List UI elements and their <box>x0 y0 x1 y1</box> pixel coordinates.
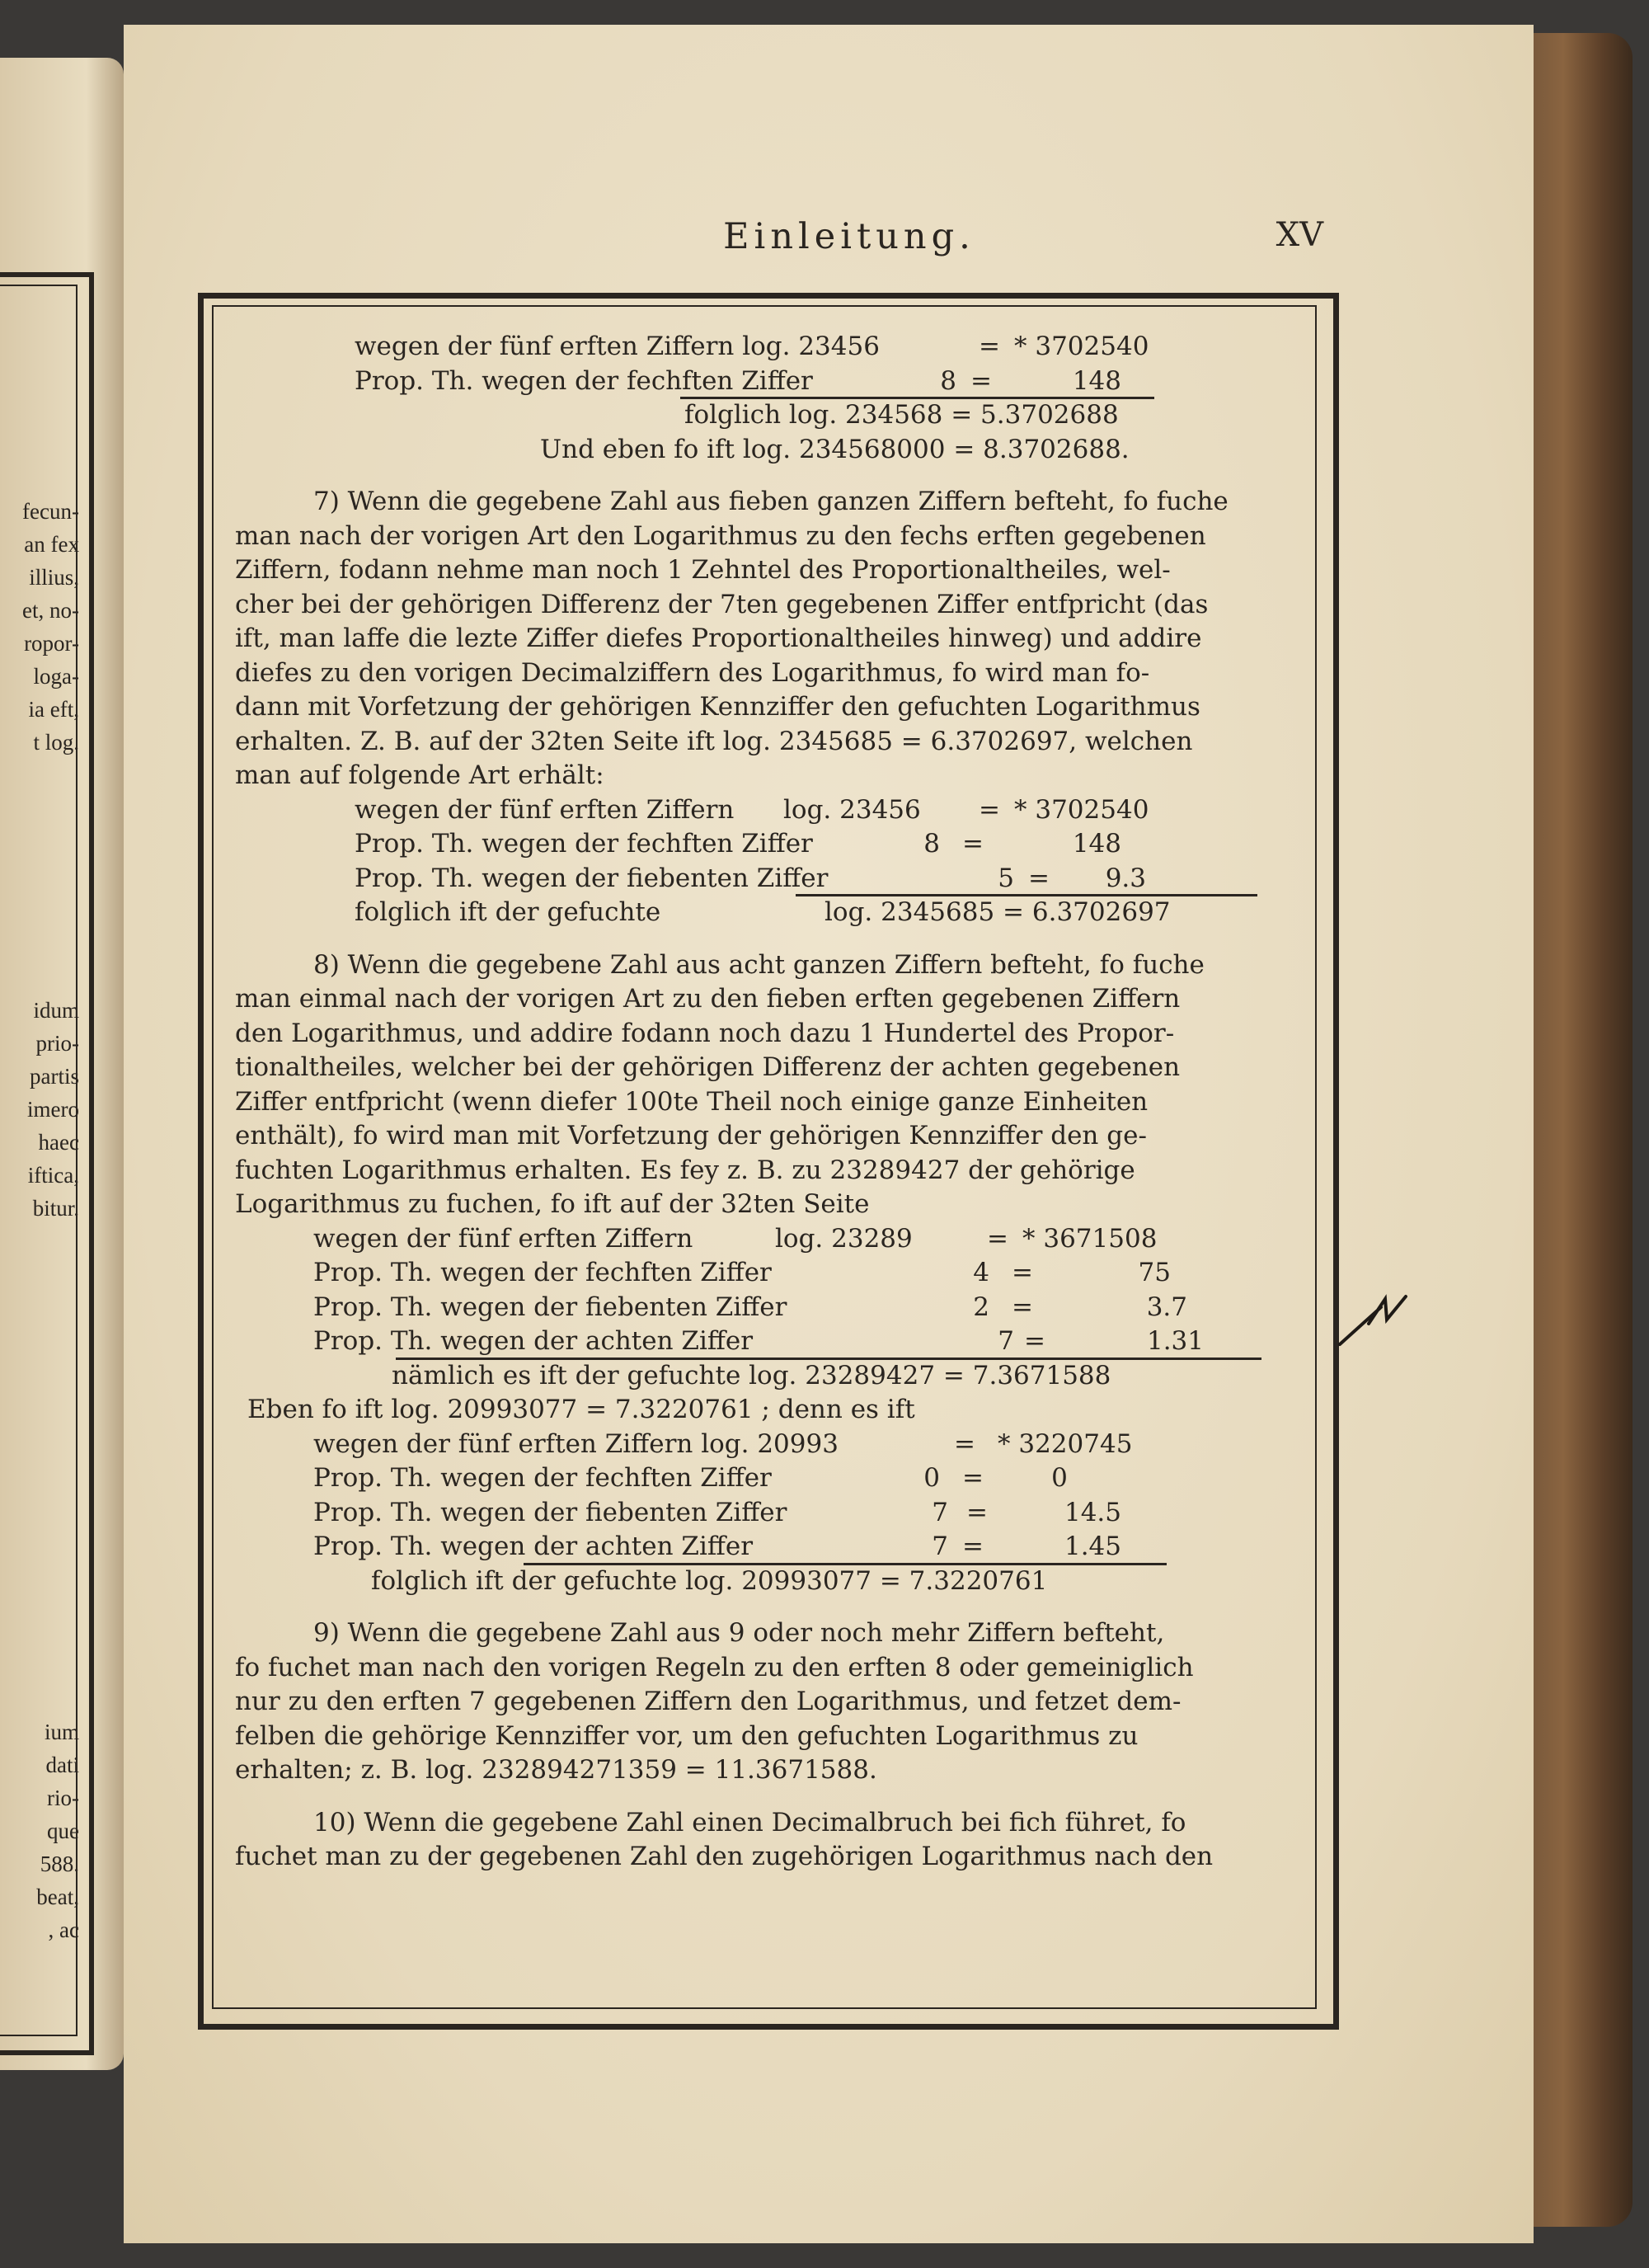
calc-row-value: 148 <box>1072 365 1121 396</box>
calc-row-equals: = <box>1012 1292 1033 1322</box>
calc-row <box>313 1256 1282 1291</box>
calculation-block-8 <box>235 1222 1282 1359</box>
calc-row <box>313 1222 1282 1257</box>
calc-row-value: 1.45 <box>1064 1532 1121 1561</box>
calc-row-equals: = <box>987 1223 1008 1254</box>
calc-row-digit: 5 <box>998 863 1014 893</box>
facing-page-word: et, no- <box>22 598 79 623</box>
calc-row-label: Prop. Th. wegen der fechften Ziffer <box>355 829 813 859</box>
calc-row-value: 0 <box>1051 1463 1068 1493</box>
calculation-block-1 <box>235 330 1282 398</box>
facing-page-text-block-1 <box>0 495 79 759</box>
paragraph-9 <box>235 1616 1282 1788</box>
calc-row-label: Prop. Th. wegen der fiebenten Ziffer <box>313 1292 787 1322</box>
facing-page-word: ia eft, <box>28 697 79 722</box>
text-line: 7) Wenn die gegebene Zahl aus fieben ganzen Ziffern befteht, fo fuche <box>313 487 1229 516</box>
calc-row <box>313 1325 1282 1359</box>
text-line: felben die gehörige Kennziffer vor, um den gefuchten Logarithmus zu <box>235 1720 1139 1751</box>
page-number: XV <box>1276 216 1323 254</box>
text-line: 10) Wenn die gegebene Zahl einen Decimalbruch bei fich führet, fo <box>313 1807 1186 1837</box>
calc-row-label: Prop. Th. wegen der achten Ziffer <box>313 1326 754 1356</box>
text-line: erhalten. Z. B. auf der 32ten Seite ift log. 2345685 = 6.3702697, welchen <box>235 726 1193 756</box>
calc-row <box>355 330 1282 365</box>
calc-row-equals: = <box>966 1497 988 1527</box>
calculation-block-eben <box>235 1428 1282 1565</box>
calc-row-equals: = <box>962 829 984 859</box>
calc-row-digit: 4 <box>973 1258 989 1287</box>
calc-row-digit: 7 <box>932 1532 948 1561</box>
text-line: Ziffern, fodann nehme man noch 1 Zehntel des Proportionaltheiles, wel- <box>235 555 1171 585</box>
calc-row-equals: = <box>979 332 1000 361</box>
text-line: Ziffer entfpricht (wenn diefer 100te Theil noch einige ganze Einheiten <box>235 1086 1149 1117</box>
margin-annotation-mark <box>1336 1287 1418 1353</box>
calc-row-value: 1.31 <box>1146 1326 1204 1356</box>
text-line: nur zu den erften 7 gegebenen Ziffern den Logarithmus, und fetzet dem- <box>235 1687 1182 1716</box>
paragraph-10 <box>235 1806 1282 1875</box>
facing-page-word: illius, <box>29 565 79 590</box>
facing-page-word: an fex <box>24 532 79 557</box>
calc-row-value: 14.5 <box>1064 1497 1121 1527</box>
calc-result-label: folglich ift der gefuchte <box>355 897 661 927</box>
calc-row-value: * 3671508 <box>1022 1223 1158 1254</box>
calc-row-value: 148 <box>1072 829 1121 859</box>
running-header-title: Einleitung. <box>723 216 975 257</box>
calc-row-label: Prop. Th. wegen der fiebenten Ziffer <box>313 1497 787 1527</box>
facing-page-word: prio- <box>35 1031 79 1056</box>
paragraph-7 <box>235 485 1282 793</box>
calc-row-equals: = <box>962 1463 984 1493</box>
facing-page-word: imero <box>27 1097 79 1122</box>
calc-result: folglich log. 234568 = 5.3702688 <box>684 400 1119 430</box>
calc-result: Und eben fo ift log. 234568000 = 8.3702688. <box>540 434 1130 464</box>
calc-row-value: * 3702540 <box>1014 332 1149 361</box>
calc-row-label: wegen der fünf erften Ziffern log. 23456 <box>355 332 880 361</box>
text-line: Logarithmus zu fuchen, fo ift auf der 32ten Seite <box>235 1189 870 1219</box>
calc-row-value: 75 <box>1138 1258 1171 1287</box>
text-line: 9) Wenn die gegebene Zahl aus 9 oder noch mehr Ziffern befteht, <box>313 1618 1165 1648</box>
text-line: dann mit Vorfetzung der gehörigen Kennziffer den gefuchten Logarithmus <box>235 692 1200 722</box>
calc-row-equals: = <box>1028 863 1050 893</box>
calc-row <box>313 1461 1282 1496</box>
calc-row-equals: = <box>979 794 1000 825</box>
calc-row-log: log. 23456 <box>783 794 921 825</box>
page-body <box>235 330 1282 1875</box>
text-line: enthält), fo wird man mit Vorfetzung der gehörigen Kennziffer den ge- <box>235 1121 1147 1150</box>
calc-row <box>355 793 1282 828</box>
book-cover-edge <box>1534 33 1633 2227</box>
calc-row-label: wegen der fünf erften Ziffern log. 20993 <box>313 1428 839 1459</box>
facing-page-word: fecun- <box>22 499 79 524</box>
calc-row-label: wegen der fünf erften Ziffern <box>355 794 735 825</box>
calc-row-equals: = <box>954 1428 975 1459</box>
calc-row-digit: 0 <box>923 1463 940 1493</box>
facing-page-word: ium <box>44 1720 79 1744</box>
text-line: man auf folgende Art erhält: <box>235 760 604 790</box>
facing-page-text-block-2 <box>0 994 79 1225</box>
calc-row-label: Prop. Th. wegen der achten Ziffer <box>313 1532 754 1561</box>
facing-page-word: t log. <box>33 730 79 755</box>
facing-page-word: iftica, <box>27 1163 79 1188</box>
calc-row <box>313 1291 1282 1325</box>
calc-row-digit: 2 <box>973 1292 989 1322</box>
calc-row-equals: = <box>1024 1326 1045 1356</box>
facing-page-word: ropor- <box>24 631 79 656</box>
calc-result-value: log. 2345685 = 6.3702697 <box>824 897 1171 927</box>
calc-result: nämlich es ift der gefuchte log. 23289427 = 7.3671588 <box>392 1360 1111 1390</box>
facing-page-word: dati <box>45 1753 79 1777</box>
text-line: fuchet man zu der gegebenen Zahl den zugehörigen Logarithmus nach den <box>235 1842 1214 1871</box>
calc-row-equals: = <box>962 1532 984 1561</box>
facing-page-word: partis <box>30 1064 79 1089</box>
calc-row-digit: 7 <box>932 1497 948 1527</box>
text-line: fuchten Logarithmus erhalten. Es fey z. B. zu 23289427 der gehörige <box>235 1155 1135 1185</box>
facing-page-word: bitur. <box>32 1196 79 1221</box>
calc-row-value: 9.3 <box>1105 863 1146 893</box>
text-line: den Logarithmus, und addire fodann noch dazu 1 Hundertel des Propor- <box>235 1018 1175 1048</box>
facing-page-word: haec <box>38 1130 79 1155</box>
text-line: tionaltheiles, welcher bei der gehörigen Differenz der achten gegebenen <box>235 1052 1181 1082</box>
calc-row-value: * 3702540 <box>1014 794 1149 825</box>
calc-row-digit: 7 <box>998 1326 1014 1356</box>
calculation-block-7 <box>235 793 1282 896</box>
calc-row <box>355 862 1282 896</box>
text-line: 8) Wenn die gegebene Zahl aus acht ganzen Ziffern befteht, fo fuche <box>313 949 1205 980</box>
calc-row <box>313 1428 1282 1462</box>
text-line: fo fuchet man nach den vorigen Regeln zu den erften 8 oder gemeiniglich <box>235 1652 1194 1682</box>
calc-row <box>313 1496 1282 1531</box>
text-line: man einmal nach der vorigen Art zu den fieben erften gegebenen Ziffern <box>235 984 1181 1014</box>
calc-row-label: Prop. Th. wegen der fiebenten Ziffer <box>355 863 829 893</box>
calc-row <box>355 827 1282 862</box>
facing-page-word: que <box>47 1819 79 1843</box>
calc-result <box>235 896 1282 930</box>
facing-page-text-block-3 <box>0 1715 79 1946</box>
calc-row-equals: = <box>1012 1258 1033 1287</box>
text-line: man nach der vorigen Art den Logarithmus zu den fechs erften gegebenen <box>235 520 1206 551</box>
calc-row <box>313 1530 1282 1565</box>
calc-row-value: 3.7 <box>1146 1292 1187 1322</box>
calc-row-label: Prop. Th. wegen der fechften Ziffer <box>313 1258 772 1287</box>
calc-row-digit: 8 <box>923 829 940 859</box>
text-line: ift, man laffe die lezte Ziffer diefes Proportionaltheiles hinweg) und addire <box>235 623 1202 653</box>
calc-row-value: * 3220745 <box>998 1428 1133 1459</box>
calc-row-equals: = <box>970 365 992 396</box>
facing-page-word: , ac <box>48 1917 79 1942</box>
text-line: erhalten; z. B. log. 232894271359 = 11.3671588. <box>235 1755 877 1785</box>
calc-row-label: wegen der fünf erften Ziffern <box>313 1223 693 1254</box>
calc-row <box>355 365 1282 399</box>
calc-row-digit: 8 <box>940 365 956 396</box>
facing-page-word: 588. <box>40 1852 79 1876</box>
facing-page-word: beat, <box>36 1885 79 1909</box>
calc-row-log: log. 23289 <box>775 1223 913 1254</box>
calc-row-label: Prop. Th. wegen der fechften Ziffer <box>355 365 813 396</box>
text-line: cher bei der gehörigen Differenz der 7ten gegebenen Ziffer entfpricht (das <box>235 589 1209 619</box>
facing-page-word: idum <box>33 998 79 1023</box>
eben-intro: Eben fo ift log. 20993077 = 7.3220761 ; denn es ift <box>247 1395 915 1424</box>
calc-result: folglich ift der gefuchte log. 20993077 = 7.3220761 <box>371 1565 1048 1596</box>
text-line: diefes zu den vorigen Decimalziffern des Logarithmus, fo wird man fo- <box>235 657 1150 688</box>
facing-page-word: loga- <box>33 664 79 689</box>
facing-page-word: rio- <box>47 1786 79 1810</box>
paragraph-8 <box>235 948 1282 1222</box>
calc-row-label: Prop. Th. wegen der fechften Ziffer <box>313 1463 772 1493</box>
